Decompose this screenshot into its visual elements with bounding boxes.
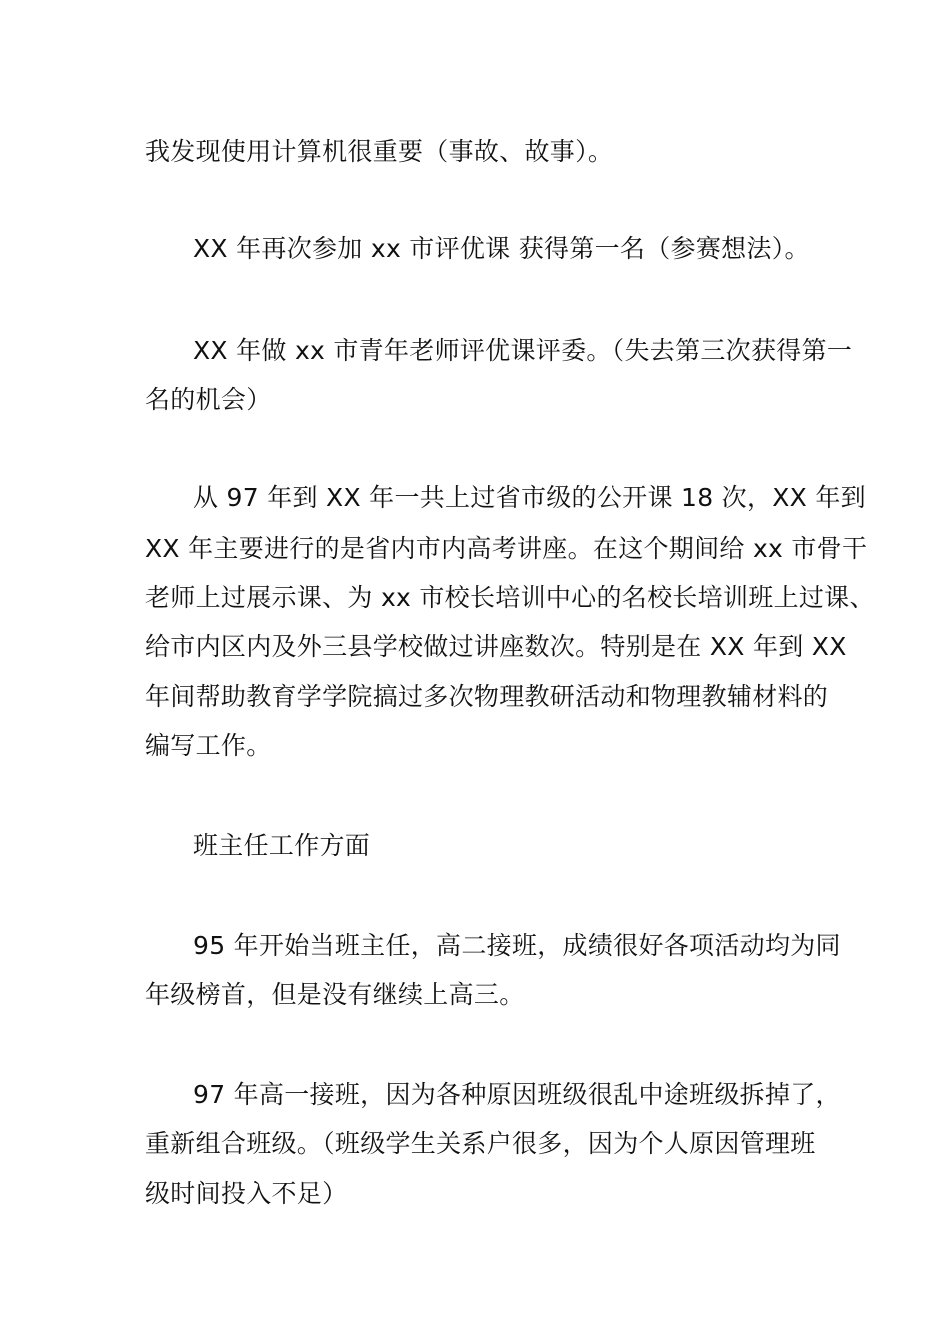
text-line: 编写工作。 bbox=[145, 731, 272, 760]
text-line: 我发现使用计算机很重要（事故、故事）。 bbox=[145, 137, 614, 166]
text-line: 老师上过展示课、为 xx 市校长培训中心的名校长培训班上过课、 bbox=[145, 583, 875, 612]
text-line: XX 年做 xx 市青年老师评优课评委。（失去第三次获得第一 bbox=[193, 336, 853, 365]
section-heading: 班主任工作方面 bbox=[193, 831, 371, 860]
text-line: 名的机会） bbox=[145, 385, 272, 414]
text-line: XX 年再次参加 xx 市评优课 获得第一名（参赛想法）。 bbox=[193, 234, 810, 263]
text-line: 从 97 年到 XX 年一共上过省市级的公开课 18 次，XX 年到 bbox=[193, 483, 866, 512]
text-line: 重新组合班级。（班级学生关系户很多，因为个人原因管理班 bbox=[145, 1129, 816, 1158]
text-line: XX 年主要进行的是省内市内高考讲座。在这个期间给 xx 市骨干 bbox=[145, 534, 868, 563]
text-line: 年间帮助教育学学院搞过多次物理教研活动和物理教辅材料的 bbox=[145, 682, 829, 711]
text-line: 级时间投入不足） bbox=[145, 1179, 348, 1208]
text-line: 95 年开始当班主任，高二接班，成绩很好各项活动均为同 bbox=[193, 931, 841, 960]
text-line: 给市内区内及外三县学校做过讲座数次。特别是在 XX 年到 XX bbox=[145, 632, 847, 661]
text-line: 年级榜首，但是没有继续上高三。 bbox=[145, 980, 525, 1009]
text-line: 97 年高一接班，因为各种原因班级很乱中途班级拆掉了， bbox=[193, 1080, 841, 1109]
